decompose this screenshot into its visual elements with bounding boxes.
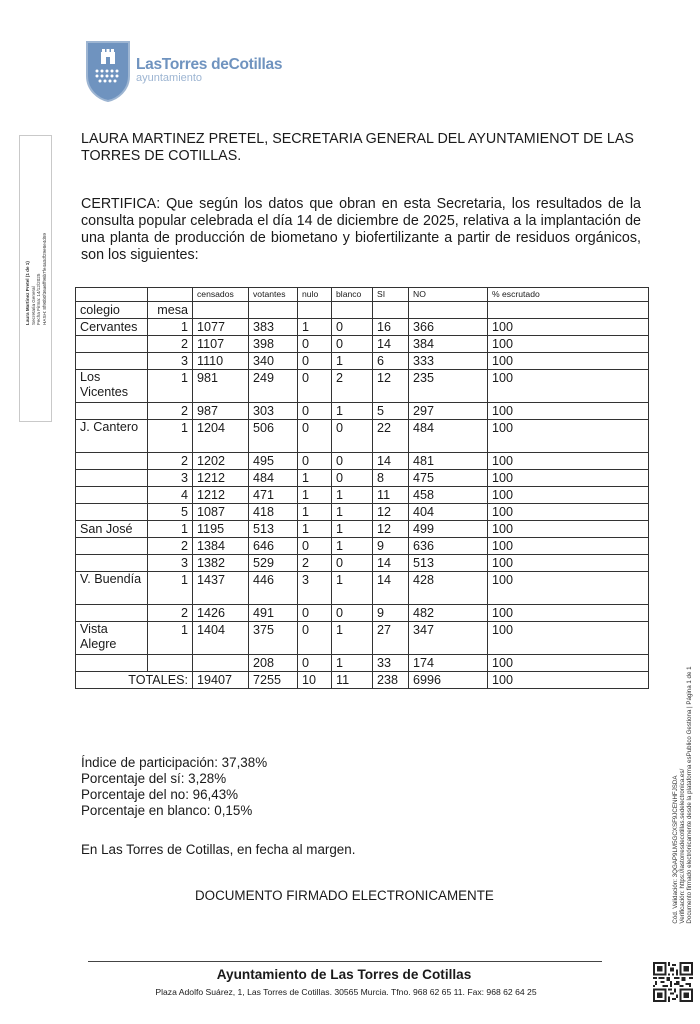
cell-no: 482 — [409, 605, 488, 622]
subheader-cell-colegio: colegio — [76, 302, 148, 319]
place-date: En Las Torres de Cotillas, en fecha al margen. — [81, 842, 356, 857]
cell-colegio — [76, 353, 148, 370]
cell-blanco: 0 — [332, 605, 373, 622]
cell-si: 14 — [373, 572, 409, 605]
verification-text — [672, 666, 694, 923]
cell-colegio — [76, 453, 148, 470]
cell-escrutado: 100 — [488, 622, 649, 655]
cell-blanco: 1 — [332, 622, 373, 655]
shield-tower-icon — [84, 38, 132, 102]
cell-nulo: 0 — [298, 453, 332, 470]
cell-mesa: 2 — [148, 605, 193, 622]
cell-no: 174 — [409, 655, 488, 672]
cell-nulo: 0 — [298, 336, 332, 353]
table-row — [76, 470, 649, 487]
cell-no: 297 — [409, 403, 488, 420]
cell-censados: 1202 — [193, 453, 249, 470]
cell-si: 8 — [373, 470, 409, 487]
table-row — [76, 453, 649, 470]
subheader-cell-escrutado — [488, 302, 649, 319]
cell-votantes: 383 — [249, 319, 298, 336]
total-nulo: 10 — [298, 672, 332, 689]
cell-mesa: 3 — [148, 353, 193, 370]
table-row — [76, 605, 649, 622]
participation-index: Índice de participación: 37,38% — [81, 755, 268, 770]
cell-censados: 1195 — [193, 521, 249, 538]
cell-censados: 1212 — [193, 487, 249, 504]
cell-votantes: 249 — [249, 370, 298, 403]
cell-blanco: 0 — [332, 319, 373, 336]
footer-divider — [88, 961, 602, 962]
cell-si: 9 — [373, 605, 409, 622]
cell-si: 6 — [373, 353, 409, 370]
signature-hash: HASH: 8f90b0f36a6ff96b7fe4a3df29e8e4d59 — [41, 232, 47, 325]
cell-nulo: 0 — [298, 403, 332, 420]
cell-si: 11 — [373, 487, 409, 504]
table-header-row — [76, 288, 649, 302]
cell-blanco: 1 — [332, 403, 373, 420]
cell-nulo: 1 — [298, 487, 332, 504]
cell-escrutado: 100 — [488, 655, 649, 672]
cell-mesa: 4 — [148, 487, 193, 504]
cell-mesa: 1 — [148, 572, 193, 605]
logo-subtitle: ayuntamiento — [136, 72, 203, 84]
cell-si: 22 — [373, 420, 409, 453]
certification-paragraph: CERTIFICA: Que según los datos que obran en esta Secretaria, los resultados de la consulta popular celebrada el día 14 de diciembre de 2025, relativa a la implantación de una planta de producción de biometano y biofertilizante a partir de residuos orgánicos, son los siguientes: — [81, 196, 641, 263]
cell-colegio: San José — [76, 521, 148, 538]
cell-no: 458 — [409, 487, 488, 504]
cell-blanco: 1 — [332, 353, 373, 370]
table-row — [76, 572, 649, 605]
cell-no: 347 — [409, 622, 488, 655]
cell-censados: 1107 — [193, 336, 249, 353]
cell-censados: 1204 — [193, 420, 249, 453]
cell-escrutado: 100 — [488, 487, 649, 504]
cell-votantes: 340 — [249, 353, 298, 370]
table-row — [76, 336, 649, 353]
total-censados: 19407 — [193, 672, 249, 689]
total-si: 238 — [373, 672, 409, 689]
cell-escrutado: 100 — [488, 538, 649, 555]
header-cell-censados: censados — [193, 288, 249, 302]
cell-escrutado: 100 — [488, 453, 649, 470]
cell-no: 513 — [409, 555, 488, 572]
cell-no: 636 — [409, 538, 488, 555]
municipal-logo — [84, 38, 294, 104]
cell-blanco: 0 — [332, 420, 373, 453]
cell-mesa: 2 — [148, 336, 193, 353]
logo-name: LasTorres deCotillas — [136, 56, 283, 73]
cell-nulo: 0 — [298, 420, 332, 453]
cell-mesa: 1 — [148, 420, 193, 453]
cell-votantes: 398 — [249, 336, 298, 353]
cell-colegio — [76, 605, 148, 622]
header-cell-mesa — [148, 288, 193, 302]
verification-block — [668, 640, 698, 950]
signature-stamp — [19, 135, 52, 422]
cell-si: 14 — [373, 453, 409, 470]
cell-censados: 1384 — [193, 538, 249, 555]
cell-votantes: 484 — [249, 470, 298, 487]
cell-nulo: 0 — [298, 622, 332, 655]
cell-nulo: 0 — [298, 353, 332, 370]
header-cell-blanco: blanco — [332, 288, 373, 302]
cell-blanco: 1 — [332, 521, 373, 538]
total-blanco: 11 — [332, 672, 373, 689]
cell-si: 12 — [373, 370, 409, 403]
cell-nulo: 1 — [298, 470, 332, 487]
table-row — [76, 370, 649, 403]
signer-role: Secretaria General — [29, 285, 35, 325]
cell-colegio — [76, 403, 148, 420]
cell-no: 475 — [409, 470, 488, 487]
cell-colegio — [76, 655, 148, 672]
cell-escrutado: 100 — [488, 555, 649, 572]
header-cell-si: SI — [373, 288, 409, 302]
cell-censados: 981 — [193, 370, 249, 403]
table-row — [76, 319, 649, 336]
cell-votantes: 491 — [249, 605, 298, 622]
cell-mesa — [148, 655, 193, 672]
cell-censados: 1437 — [193, 572, 249, 605]
cell-si: 33 — [373, 655, 409, 672]
cell-escrutado: 100 — [488, 470, 649, 487]
cell-escrutado: 100 — [488, 336, 649, 353]
cell-votantes: 471 — [249, 487, 298, 504]
signature-stamp-text — [24, 233, 46, 325]
subheader-cell-votantes — [249, 302, 298, 319]
subheader-cell-no — [409, 302, 488, 319]
cell-mesa: 3 — [148, 470, 193, 487]
cell-blanco: 1 — [332, 572, 373, 605]
cell-blanco: 1 — [332, 504, 373, 521]
cell-nulo: 0 — [298, 370, 332, 403]
cell-colegio: Cervantes — [76, 319, 148, 336]
cell-censados: 1110 — [193, 353, 249, 370]
cell-si: 14 — [373, 555, 409, 572]
cell-censados: 1382 — [193, 555, 249, 572]
cell-votantes: 513 — [249, 521, 298, 538]
table-row — [76, 420, 649, 453]
blank-percentage: Porcentaje en blanco: 0,15% — [81, 803, 253, 818]
cell-nulo: 1 — [298, 521, 332, 538]
signed-notice: DOCUMENTO FIRMADO ELECTRONICAMENTE — [195, 888, 494, 903]
cell-escrutado: 100 — [488, 605, 649, 622]
cell-colegio — [76, 487, 148, 504]
header-cell-colegio — [76, 288, 148, 302]
cell-blanco: 0 — [332, 336, 373, 353]
total-votantes: 7255 — [249, 672, 298, 689]
cell-colegio — [76, 336, 148, 353]
platform-note: Documento firmado electrónicamente desde la plataforma esPublico Gestiona | Página 1 de 1 — [686, 666, 694, 924]
cell-si: 9 — [373, 538, 409, 555]
cell-mesa: 1 — [148, 521, 193, 538]
table-row — [76, 555, 649, 572]
cell-colegio — [76, 538, 148, 555]
table-row — [76, 538, 649, 555]
cell-votantes: 418 — [249, 504, 298, 521]
table-row — [76, 403, 649, 420]
total-no: 6996 — [409, 672, 488, 689]
cell-mesa: 3 — [148, 555, 193, 572]
cell-blanco: 2 — [332, 370, 373, 403]
header-cell-votantes: votantes — [249, 288, 298, 302]
table-row — [76, 487, 649, 504]
cell-no: 333 — [409, 353, 488, 370]
cell-escrutado: 100 — [488, 370, 649, 403]
cell-censados: 987 — [193, 403, 249, 420]
cell-mesa: 2 — [148, 453, 193, 470]
statistics-block — [81, 755, 267, 819]
cell-censados: 1212 — [193, 470, 249, 487]
cell-censados: 1087 — [193, 504, 249, 521]
subheader-cell-nulo — [298, 302, 332, 319]
cell-censados: 1077 — [193, 319, 249, 336]
no-percentage: Porcentaje del no: 96,43% — [81, 787, 239, 802]
signer-name: Laura Martinez Pretel (1 de 1) — [24, 260, 30, 325]
cell-escrutado: 100 — [488, 353, 649, 370]
cell-nulo: 2 — [298, 555, 332, 572]
results-table — [75, 287, 649, 689]
cell-votantes: 303 — [249, 403, 298, 420]
cell-si: 16 — [373, 319, 409, 336]
cell-nulo: 0 — [298, 655, 332, 672]
cell-blanco: 0 — [332, 453, 373, 470]
validation-code: Cód. Validación: 3QGAP9LM5GCXSF9JCENHFJSDA — [672, 775, 680, 924]
qr-code-icon[interactable] — [653, 962, 693, 1002]
cell-nulo: 1 — [298, 504, 332, 521]
cell-nulo: 0 — [298, 605, 332, 622]
yes-percentage: Porcentaje del sí: 3,28% — [81, 771, 227, 786]
cell-nulo: 3 — [298, 572, 332, 605]
header-cell-no: NO — [409, 288, 488, 302]
cell-colegio: J. Cantero — [76, 420, 148, 453]
cell-escrutado: 100 — [488, 403, 649, 420]
cell-votantes: 375 — [249, 622, 298, 655]
cell-votantes: 506 — [249, 420, 298, 453]
footer-title — [0, 967, 700, 982]
cell-mesa: 1 — [148, 319, 193, 336]
footer-title-text: Ayuntamiento de Las Torres de Cotillas — [216, 967, 472, 982]
cell-censados — [193, 655, 249, 672]
cell-no: 366 — [409, 319, 488, 336]
table-subheader-row — [76, 302, 649, 319]
table-row — [76, 504, 649, 521]
cell-no: 404 — [409, 504, 488, 521]
totals-row — [76, 672, 649, 689]
subheader-cell-blanco — [332, 302, 373, 319]
cell-escrutado: 100 — [488, 521, 649, 538]
cell-escrutado: 100 — [488, 319, 649, 336]
cell-votantes: 646 — [249, 538, 298, 555]
cell-escrutado: 100 — [488, 572, 649, 605]
cell-censados: 1426 — [193, 605, 249, 622]
cell-nulo: 1 — [298, 319, 332, 336]
cell-blanco: 0 — [332, 470, 373, 487]
verification-url[interactable]: Verificación: https://lastorresdecotillas.sedelectronica.es/ — [679, 768, 687, 924]
document-heading: LAURA MARTINEZ PRETEL, SECRETARIA GENERAL DEL AYUNTAMIENOT DE LAS TORRES DE COTILLAS. — [81, 131, 634, 164]
cell-mesa: 2 — [148, 403, 193, 420]
cell-si: 14 — [373, 336, 409, 353]
total-escrutado: 100 — [488, 672, 649, 689]
cell-colegio — [76, 470, 148, 487]
cell-blanco: 1 — [332, 487, 373, 504]
cell-no: 481 — [409, 453, 488, 470]
cell-colegio: Vista Alegre — [76, 622, 148, 655]
cell-no: 428 — [409, 572, 488, 605]
cell-si: 5 — [373, 403, 409, 420]
cell-colegio: Los Vicentes — [76, 370, 148, 403]
cell-si: 27 — [373, 622, 409, 655]
cell-escrutado: 100 — [488, 420, 649, 453]
cell-votantes: 446 — [249, 572, 298, 605]
totals-label: TOTALES: — [76, 672, 193, 689]
cell-si: 12 — [373, 504, 409, 521]
header-cell-escrutado: % escrutado — [488, 288, 649, 302]
cell-mesa: 5 — [148, 504, 193, 521]
cell-blanco: 0 — [332, 555, 373, 572]
subheader-cell-mesa: mesa — [148, 302, 193, 319]
cell-mesa: 1 — [148, 370, 193, 403]
signature-date: Fecha Firma: 14/12/2025 — [35, 273, 41, 325]
table-row — [76, 655, 649, 672]
cell-votantes: 529 — [249, 555, 298, 572]
table-row — [76, 521, 649, 538]
table-row — [76, 622, 649, 655]
cell-no: 484 — [409, 420, 488, 453]
cell-mesa: 2 — [148, 538, 193, 555]
footer-address — [0, 987, 700, 997]
subheader-cell-si — [373, 302, 409, 319]
header-cell-nulo: nulo — [298, 288, 332, 302]
cell-votantes: 495 — [249, 453, 298, 470]
cell-colegio: V. Buendía — [76, 572, 148, 605]
cell-no: 384 — [409, 336, 488, 353]
cell-si: 12 — [373, 521, 409, 538]
cell-colegio — [76, 504, 148, 521]
table-row — [76, 353, 649, 370]
cell-votantes: 208 — [249, 655, 298, 672]
cell-nulo: 0 — [298, 538, 332, 555]
subheader-cell-censados — [193, 302, 249, 319]
cell-blanco: 1 — [332, 538, 373, 555]
cell-no: 235 — [409, 370, 488, 403]
cell-colegio — [76, 555, 148, 572]
cell-censados: 1404 — [193, 622, 249, 655]
cell-mesa: 1 — [148, 622, 193, 655]
cell-escrutado: 100 — [488, 504, 649, 521]
footer-address-text: Plaza Adolfo Suárez, 1, Las Torres de Cotillas. 30565 Murcia. Tfno. 968 62 65 11. Fax: 968 62 64 25 — [155, 987, 537, 997]
cell-no: 499 — [409, 521, 488, 538]
cell-blanco: 1 — [332, 655, 373, 672]
